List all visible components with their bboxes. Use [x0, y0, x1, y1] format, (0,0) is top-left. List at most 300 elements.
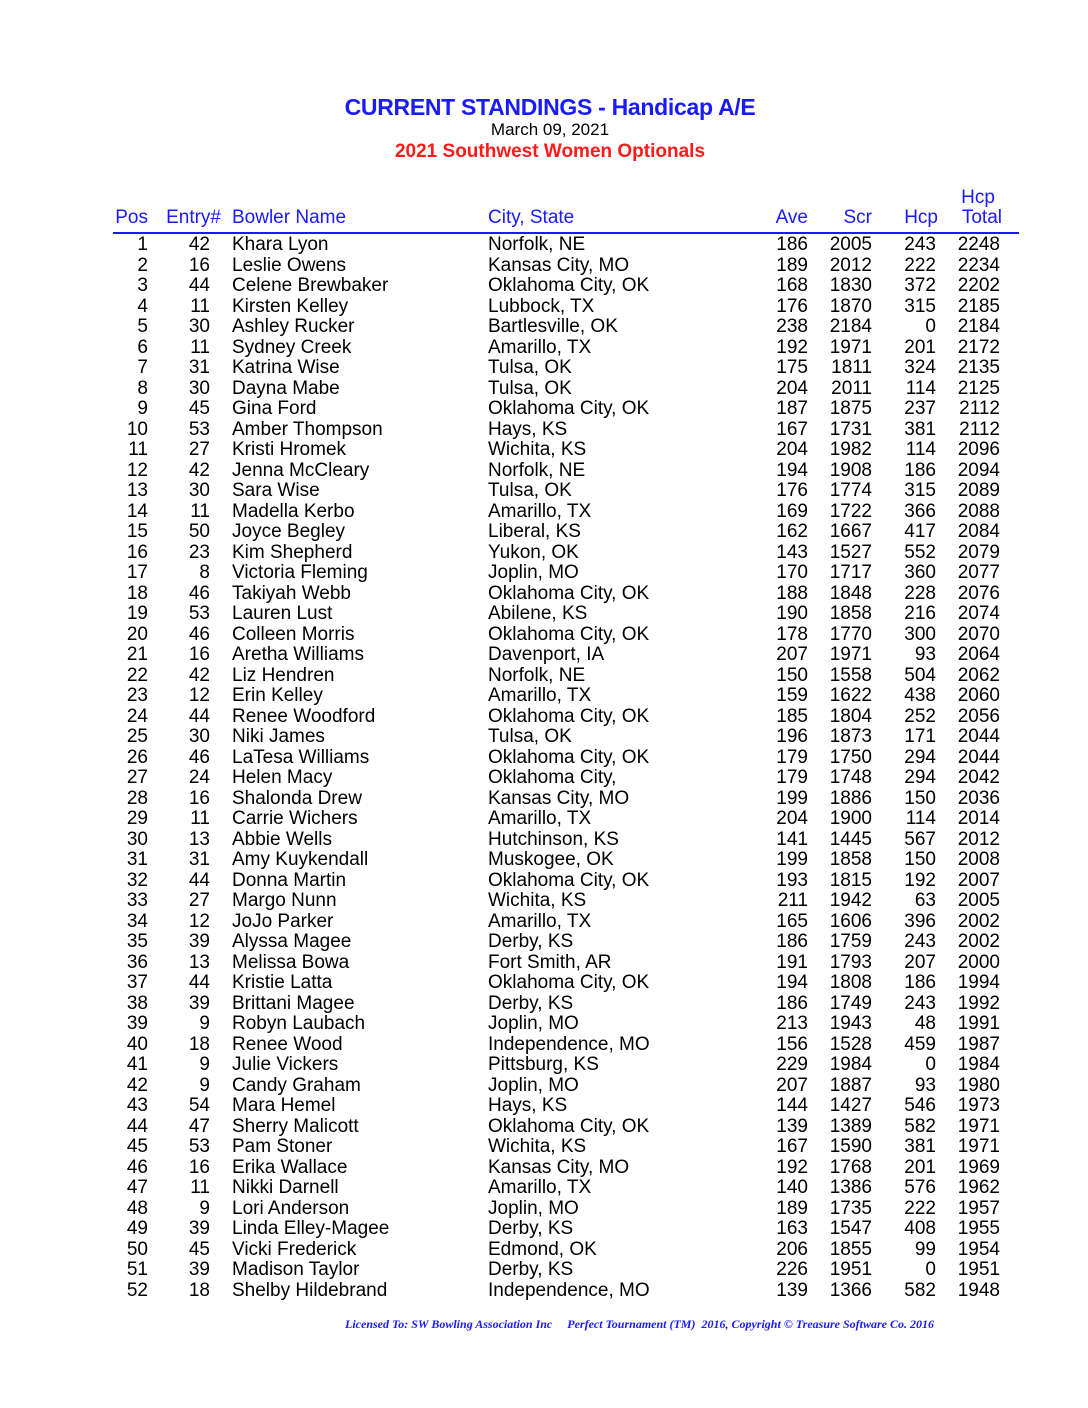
cell-pos: 30	[126, 828, 148, 850]
cell-scr: 1427	[829, 1095, 872, 1116]
cell-hcp-total: 1991	[957, 1013, 1000, 1034]
cell-city-state: Joplin, MO	[488, 562, 579, 583]
cell-bowler-name: Mara Hemel	[232, 1095, 336, 1116]
table-row	[0, 1219, 1088, 1240]
cell-bowler-name: Shalonda Drew	[232, 787, 362, 809]
cell-pos: 7	[137, 357, 148, 378]
cell-bowler-name: Erin Kelley	[232, 685, 323, 706]
cell-bowler-name: Amber Thompson	[232, 418, 383, 440]
cell-pos: 32	[126, 869, 148, 891]
cell-hcp-total: 1980	[957, 1074, 1000, 1096]
cell-bowler-name: JoJo Parker	[232, 910, 334, 932]
cell-bowler-name: Liz Hendren	[232, 664, 335, 686]
cell-hcp: 408	[904, 1218, 936, 1239]
cell-hcp-total: 1984	[957, 1054, 1000, 1075]
cell-pos: 38	[126, 992, 148, 1014]
cell-pos: 9	[137, 398, 148, 419]
cell-ave: 189	[776, 254, 808, 276]
cell-ave: 194	[776, 972, 808, 993]
cell-hcp: 201	[904, 336, 936, 358]
cell-hcp-total: 2044	[957, 746, 1000, 768]
cell-pos: 49	[126, 1218, 148, 1239]
cell-hcp-total: 2060	[957, 685, 1000, 706]
table-row	[0, 830, 1088, 851]
cell-hcp: 252	[904, 705, 936, 727]
cell-bowler-name: Margo Nunn	[232, 890, 337, 911]
cell-hcp-total: 2079	[957, 541, 1000, 563]
cell-entry: 11	[190, 1177, 210, 1198]
cell-entry: 50	[188, 521, 210, 542]
cell-scr: 1858	[829, 603, 872, 624]
cell-city-state: Davenport, IA	[488, 644, 605, 665]
cell-city-state: Amarillo, TX	[488, 500, 592, 522]
cell-hcp-total: 2125	[957, 377, 1000, 399]
cell-bowler-name: Linda Elley-Magee	[232, 1218, 390, 1239]
cell-hcp: 114	[905, 808, 936, 829]
cell-hcp: 243	[904, 931, 936, 952]
cell-scr: 1717	[829, 562, 872, 583]
cell-ave: 188	[776, 582, 808, 604]
cell-city-state: Norfolk, NE	[488, 459, 586, 481]
cell-entry: 39	[188, 992, 210, 1014]
cell-entry: 16	[188, 1156, 210, 1178]
cell-ave: 194	[776, 459, 808, 481]
standings-table	[0, 235, 1088, 1301]
cell-scr: 1768	[829, 1156, 872, 1178]
cell-city-state: Lubbock, TX	[488, 295, 595, 317]
cell-ave: 204	[776, 377, 808, 399]
cell-entry: 30	[188, 377, 210, 399]
cell-pos: 28	[126, 787, 148, 809]
header-total: Total	[961, 207, 1002, 228]
cell-city-state: Joplin, MO	[488, 1074, 579, 1096]
cell-hcp: 582	[904, 1115, 936, 1137]
cell-hcp-total: 2062	[957, 664, 1000, 686]
table-row	[0, 1158, 1088, 1179]
cell-pos: 12	[126, 459, 148, 481]
cell-entry: 30	[188, 480, 210, 501]
cell-ave: 186	[776, 931, 808, 952]
cell-hcp-total: 2002	[957, 910, 1000, 932]
table-row	[0, 1137, 1088, 1158]
cell-ave: 162	[776, 521, 808, 542]
cell-pos: 16	[126, 541, 148, 563]
cell-bowler-name: Madison Taylor	[232, 1259, 360, 1280]
cell-pos: 35	[126, 931, 148, 952]
cell-scr: 1808	[829, 972, 872, 993]
cell-ave: 191	[776, 951, 808, 973]
cell-pos: 34	[126, 910, 148, 932]
table-row	[0, 645, 1088, 666]
cell-scr: 1735	[829, 1197, 872, 1219]
cell-bowler-name: Renee Wood	[232, 1033, 343, 1055]
cell-hcp-total: 2084	[957, 521, 1000, 542]
table-row	[0, 256, 1088, 277]
cell-hcp: 417	[904, 521, 936, 542]
cell-entry: 46	[188, 746, 210, 768]
cell-city-state: Oklahoma City, OK	[488, 275, 650, 296]
cell-pos: 17	[126, 562, 148, 583]
cell-bowler-name: Kim Shepherd	[232, 541, 353, 563]
cell-pos: 14	[126, 500, 148, 522]
cell-pos: 26	[126, 746, 148, 768]
table-row	[0, 481, 1088, 502]
cell-entry: 31	[188, 849, 210, 870]
cell-city-state: Pittsburg, KS	[488, 1054, 599, 1075]
cell-scr: 1622	[829, 685, 872, 706]
cell-hcp: 381	[904, 418, 936, 440]
cell-hcp: 216	[904, 603, 936, 624]
cell-city-state: Tulsa, OK	[488, 726, 572, 747]
cell-bowler-name: LaTesa Williams	[232, 746, 370, 768]
cell-bowler-name: Brittani Magee	[232, 992, 355, 1014]
cell-hcp-total: 1955	[957, 1218, 1000, 1239]
cell-scr: 2005	[829, 234, 872, 255]
cell-entry: 42	[188, 664, 210, 686]
cell-hcp: 0	[925, 1054, 936, 1075]
cell-pos: 48	[126, 1197, 148, 1219]
table-row	[0, 1014, 1088, 1035]
cell-scr: 2011	[831, 377, 872, 399]
cell-scr: 1982	[829, 439, 872, 460]
cell-pos: 43	[126, 1095, 148, 1116]
cell-pos: 5	[137, 316, 148, 337]
table-row	[0, 440, 1088, 461]
cell-ave: 199	[776, 849, 808, 870]
cell-scr: 1445	[829, 828, 872, 850]
cell-city-state: Derby, KS	[488, 1259, 574, 1280]
cell-scr: 2184	[829, 316, 872, 337]
table-row	[0, 1076, 1088, 1097]
cell-entry: 13	[188, 951, 210, 973]
cell-hcp: 150	[904, 849, 936, 870]
table-row	[0, 297, 1088, 318]
cell-city-state: Oklahoma City, OK	[488, 869, 650, 891]
cell-pos: 10	[126, 418, 148, 440]
cell-hcp-total: 2112	[959, 398, 1000, 419]
cell-entry: 8	[199, 562, 210, 583]
table-row	[0, 912, 1088, 933]
cell-pos: 20	[126, 623, 148, 645]
cell-entry: 39	[188, 1218, 210, 1239]
cell-scr: 1815	[829, 869, 872, 891]
cell-entry: 9	[199, 1013, 210, 1034]
cell-city-state: Joplin, MO	[488, 1013, 579, 1034]
cell-pos: 46	[126, 1156, 148, 1178]
cell-scr: 1830	[829, 275, 872, 296]
cell-ave: 175	[776, 357, 808, 378]
cell-hcp-total: 2074	[957, 603, 1000, 624]
cell-scr: 1855	[829, 1238, 872, 1260]
cell-hcp-total: 2076	[957, 582, 1000, 604]
cell-pos: 47	[126, 1177, 148, 1198]
cell-bowler-name: Victoria Fleming	[232, 562, 368, 583]
cell-city-state: Edmond, OK	[488, 1238, 597, 1260]
cell-bowler-name: Katrina Wise	[232, 357, 340, 378]
cell-city-state: Oklahoma City, OK	[488, 398, 650, 419]
cell-hcp: 582	[904, 1279, 936, 1301]
cell-ave: 204	[776, 439, 808, 460]
cell-city-state: Kansas City, MO	[488, 254, 630, 276]
table-row	[0, 707, 1088, 728]
cell-bowler-name: Khara Lyon	[232, 234, 329, 255]
cell-bowler-name: Alyssa Magee	[232, 931, 352, 952]
cell-hcp-total: 2077	[957, 562, 1000, 583]
cell-entry: 42	[188, 234, 210, 255]
table-row	[0, 379, 1088, 400]
cell-entry: 54	[188, 1095, 210, 1116]
cell-scr: 1770	[829, 623, 872, 645]
cell-ave: 167	[776, 1136, 808, 1157]
cell-ave: 226	[776, 1259, 808, 1280]
cell-city-state: Derby, KS	[488, 931, 574, 952]
cell-scr: 1793	[829, 951, 872, 973]
cell-scr: 2012	[829, 254, 872, 276]
table-row	[0, 461, 1088, 482]
cell-hcp: 93	[914, 644, 936, 665]
cell-hcp: 459	[904, 1033, 936, 1055]
cell-pos: 51	[126, 1259, 148, 1280]
table-row	[0, 1281, 1088, 1302]
cell-entry: 9	[199, 1074, 210, 1096]
cell-city-state: Oklahoma City,	[488, 767, 617, 788]
cell-ave: 206	[776, 1238, 808, 1260]
header-name: Bowler Name	[232, 207, 347, 228]
cell-city-state: Kansas City, MO	[488, 787, 630, 809]
cell-entry: 44	[188, 869, 210, 891]
cell-scr: 1870	[829, 295, 872, 317]
table-row	[0, 932, 1088, 953]
cell-hcp-total: 1994	[957, 972, 1000, 993]
cell-hcp-total: 2007	[957, 869, 1000, 891]
cell-scr: 1804	[829, 705, 872, 727]
cell-hcp: 243	[904, 992, 936, 1014]
cell-entry: 9	[199, 1197, 210, 1219]
cell-bowler-name: Candy Graham	[232, 1074, 361, 1096]
cell-hcp-total: 2248	[957, 234, 1000, 255]
cell-pos: 42	[126, 1074, 148, 1096]
table-row	[0, 850, 1088, 871]
cell-entry: 45	[188, 398, 210, 419]
cell-pos: 8	[137, 377, 148, 399]
cell-scr: 1971	[829, 336, 872, 358]
cell-bowler-name: Jenna McCleary	[232, 459, 370, 481]
cell-hcp: 237	[904, 398, 936, 419]
cell-hcp: 93	[914, 1074, 936, 1096]
cell-pos: 13	[126, 480, 148, 501]
cell-bowler-name: Gina Ford	[232, 398, 317, 419]
license-footer: Licensed To: SW Bowling Association Inc Perfect Tournament (TM) 2016, Copyright © Treasure Software Co. 2016	[345, 1317, 935, 1331]
cell-ave: 140	[776, 1177, 808, 1198]
cell-ave: 207	[776, 1074, 808, 1096]
cell-hcp: 438	[904, 685, 936, 706]
cell-hcp: 300	[904, 623, 936, 645]
cell-pos: 4	[137, 295, 148, 317]
cell-city-state: Independence, MO	[488, 1033, 650, 1055]
cell-pos: 2	[137, 254, 148, 276]
table-row	[0, 768, 1088, 789]
table-row	[0, 1260, 1088, 1281]
cell-bowler-name: Takiyah Webb	[232, 582, 351, 604]
cell-scr: 1984	[829, 1054, 872, 1075]
cell-pos: 24	[126, 705, 148, 727]
cell-city-state: Amarillo, TX	[488, 336, 592, 358]
cell-hcp-total: 1954	[957, 1238, 1000, 1260]
cell-ave: 168	[776, 275, 808, 296]
cell-scr: 1366	[829, 1279, 872, 1301]
cell-entry: 44	[188, 972, 210, 993]
table-row	[0, 891, 1088, 912]
table-row	[0, 666, 1088, 687]
cell-ave: 190	[776, 603, 808, 624]
cell-entry: 12	[188, 910, 210, 932]
header-pos: Pos	[115, 207, 148, 228]
cell-entry: 11	[190, 808, 210, 829]
table-row	[0, 543, 1088, 564]
cell-city-state: Derby, KS	[488, 1218, 574, 1239]
cell-city-state: Norfolk, NE	[488, 234, 586, 255]
table-row	[0, 1117, 1088, 1138]
cell-ave: 165	[776, 910, 808, 932]
cell-hcp: 324	[904, 357, 936, 378]
cell-hcp: 228	[904, 582, 936, 604]
page-title: CURRENT STANDINGS - Handicap A/E	[344, 94, 756, 120]
event-name: 2021 Southwest Women Optionals	[394, 141, 706, 162]
cell-city-state: Amarillo, TX	[488, 1177, 592, 1198]
cell-hcp-total: 2088	[957, 500, 1000, 522]
cell-city-state: Oklahoma City, OK	[488, 705, 650, 727]
cell-scr: 1750	[829, 746, 872, 768]
cell-city-state: Derby, KS	[488, 992, 574, 1014]
cell-ave: 211	[777, 890, 808, 911]
cell-hcp-total: 2070	[957, 623, 1000, 645]
cell-scr: 1528	[829, 1033, 872, 1055]
cell-hcp-total: 2184	[957, 316, 1000, 337]
cell-ave: 213	[776, 1013, 808, 1034]
cell-scr: 1386	[829, 1177, 872, 1198]
cell-ave: 139	[776, 1279, 808, 1301]
cell-hcp-total: 2064	[957, 644, 1000, 665]
cell-entry: 13	[188, 828, 210, 850]
cell-bowler-name: Dayna Mabe	[232, 377, 340, 399]
cell-hcp-total: 2234	[957, 254, 1000, 276]
table-row	[0, 953, 1088, 974]
cell-hcp: 201	[904, 1156, 936, 1178]
table-row	[0, 399, 1088, 420]
cell-ave: 186	[776, 234, 808, 255]
cell-hcp: 114	[905, 377, 936, 399]
cell-hcp-total: 2014	[957, 808, 1000, 829]
cell-hcp-total: 2042	[957, 767, 1000, 788]
cell-ave: 143	[776, 541, 808, 563]
cell-bowler-name: Vicki Frederick	[232, 1238, 357, 1260]
cell-bowler-name: Carrie Wichers	[232, 808, 358, 829]
cell-pos: 19	[126, 603, 148, 624]
cell-entry: 11	[190, 295, 210, 317]
cell-ave: 204	[776, 808, 808, 829]
cell-entry: 16	[188, 644, 210, 665]
cell-hcp: 396	[904, 910, 936, 932]
cell-scr: 1389	[829, 1115, 872, 1137]
cell-entry: 46	[188, 582, 210, 604]
cell-hcp: 294	[904, 767, 936, 788]
cell-hcp-total: 1987	[957, 1033, 1000, 1055]
cell-scr: 1873	[829, 726, 872, 747]
cell-hcp: 222	[904, 1197, 936, 1219]
table-row	[0, 317, 1088, 338]
table-row	[0, 1199, 1088, 1220]
cell-ave: 199	[776, 787, 808, 809]
cell-ave: 163	[776, 1218, 808, 1239]
cell-hcp-total: 1951	[957, 1259, 1000, 1280]
cell-hcp: 150	[904, 787, 936, 809]
cell-entry: 18	[188, 1279, 210, 1301]
cell-pos: 50	[126, 1238, 148, 1260]
cell-hcp-total: 1973	[957, 1095, 1000, 1116]
cell-hcp: 576	[904, 1177, 936, 1198]
cell-hcp: 186	[904, 459, 936, 481]
cell-bowler-name: Erika Wallace	[232, 1156, 348, 1178]
cell-hcp: 315	[904, 480, 936, 501]
cell-entry: 27	[188, 439, 210, 460]
cell-ave: 238	[776, 316, 808, 337]
table-row	[0, 1178, 1088, 1199]
cell-entry: 30	[188, 316, 210, 337]
table-row	[0, 1035, 1088, 1056]
cell-ave: 170	[776, 562, 808, 583]
cell-entry: 27	[188, 890, 210, 911]
cell-scr: 1722	[829, 500, 872, 522]
cell-bowler-name: Renee Woodford	[232, 705, 376, 727]
cell-city-state: Yukon, OK	[488, 541, 579, 563]
header-scr: Scr	[843, 207, 872, 228]
cell-city-state: Tulsa, OK	[488, 480, 572, 501]
cell-scr: 1908	[829, 459, 872, 481]
cell-bowler-name: Sara Wise	[232, 480, 320, 501]
cell-city-state: Hays, KS	[488, 418, 568, 440]
cell-hcp-total: 2000	[957, 951, 1000, 973]
cell-hcp: 552	[904, 541, 936, 563]
table-row	[0, 1240, 1088, 1261]
cell-hcp-total: 2044	[957, 726, 1000, 747]
cell-hcp-total: 2112	[959, 418, 1000, 440]
cell-hcp: 243	[904, 234, 936, 255]
cell-hcp-total: 2094	[957, 459, 1000, 481]
cell-hcp-total: 1971	[957, 1115, 1000, 1137]
cell-ave: 192	[776, 1156, 808, 1178]
table-row	[0, 563, 1088, 584]
cell-hcp: 48	[914, 1013, 936, 1034]
header-city: City, State	[488, 207, 575, 228]
cell-city-state: Fort Smith, AR	[488, 951, 612, 973]
cell-entry: 53	[188, 1136, 210, 1157]
cell-bowler-name: Sydney Creek	[232, 336, 352, 358]
cell-scr: 1590	[829, 1136, 872, 1157]
report-date: March 09, 2021	[490, 120, 610, 139]
cell-ave: 193	[776, 869, 808, 891]
cell-city-state: Oklahoma City, OK	[488, 1115, 650, 1137]
cell-entry: 44	[188, 705, 210, 727]
cell-scr: 1858	[829, 849, 872, 870]
cell-scr: 1875	[829, 398, 872, 419]
cell-pos: 37	[126, 972, 148, 993]
cell-pos: 40	[126, 1033, 148, 1055]
cell-entry: 53	[188, 418, 210, 440]
cell-ave: 192	[776, 336, 808, 358]
cell-hcp-total: 2012	[957, 828, 1000, 850]
cell-scr: 1749	[829, 992, 872, 1014]
cell-hcp: 207	[904, 951, 936, 973]
